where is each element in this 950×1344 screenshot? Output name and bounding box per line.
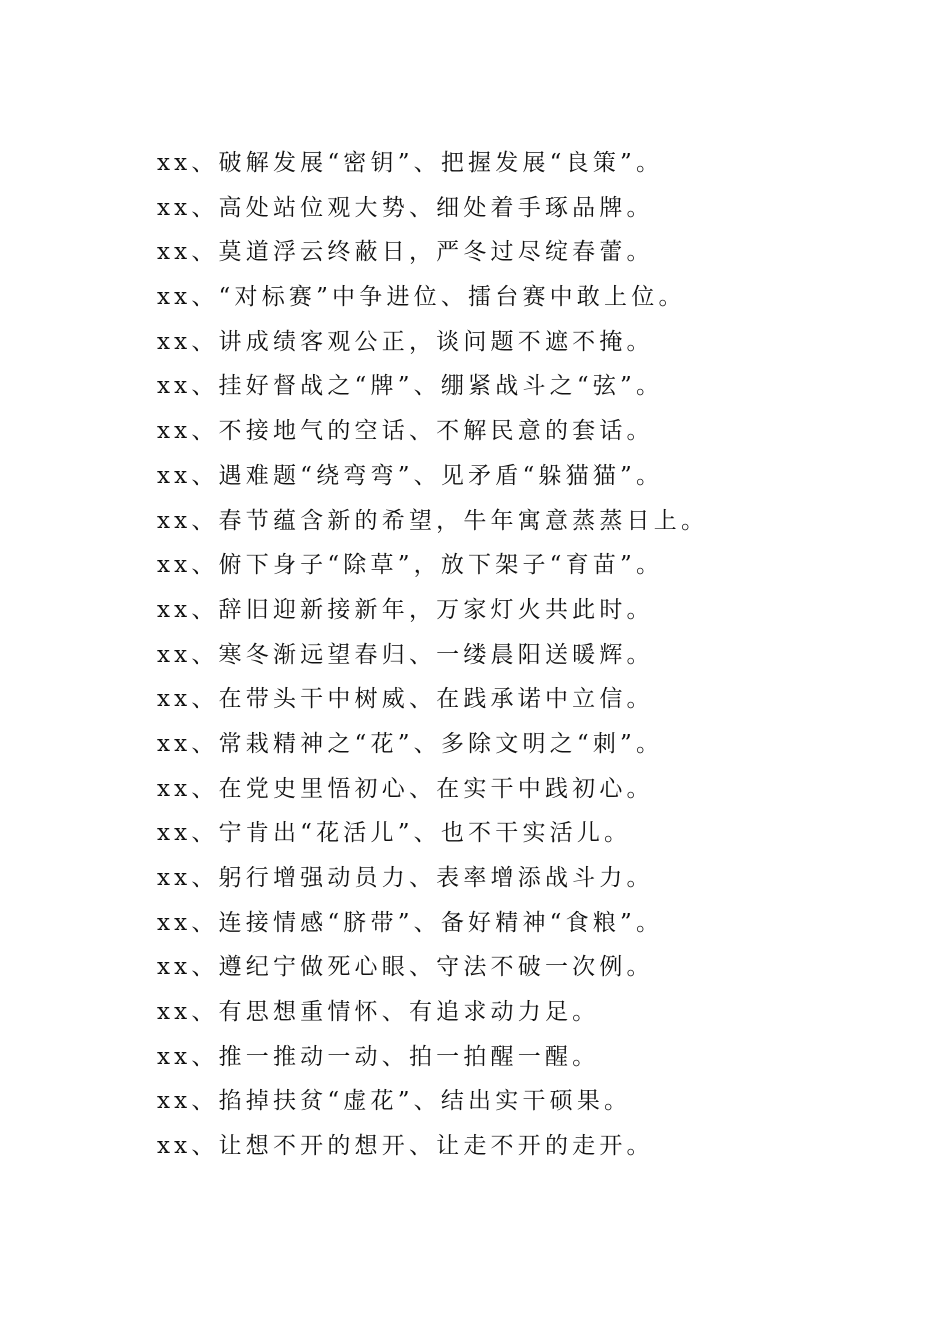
list-item: xx、春节蕴含新的希望，牛年寓意蒸蒸日上。 xyxy=(157,507,709,534)
list-item: xx、常栽精神之“花”、多除文明之“刺”。 xyxy=(157,730,664,757)
list-item: xx、讲成绩客观公正，谈问题不遮不掩。 xyxy=(157,328,654,355)
list-item: xx、宁肯出“花活儿”、也不干实活儿。 xyxy=(157,820,632,847)
list-item: xx、破解发展“密钥”、把握发展“良策”。 xyxy=(157,150,664,176)
list-item: xx、掐掉扶贫“虚花”、结出实干硕果。 xyxy=(157,1088,632,1115)
list-item: xx、辞旧迎新接新年，万家灯火共此时。 xyxy=(157,596,654,623)
list-item: xx、在带头干中树威、在践承诺中立信。 xyxy=(157,686,654,713)
list-item: xx、挂好督战之“牌”、绷紧战斗之“弦”。 xyxy=(157,373,664,400)
list-item: xx、在党史里悟初心、在实干中践初心。 xyxy=(157,775,654,802)
list-item: xx、有思想重情怀、有追求动力足。 xyxy=(157,999,600,1026)
list-item: xx、让想不开的想开、让走不开的走开。 xyxy=(157,1133,654,1160)
list-item: xx、推一推动一动、拍一拍醒一醒。 xyxy=(157,1043,600,1070)
list-item: xx、不接地气的空话、不解民意的套话。 xyxy=(157,418,654,445)
list-item: xx、高处站位观大势、细处着手琢品牌。 xyxy=(157,194,654,221)
list-item: xx、躬行增强动员力、表率增添战斗力。 xyxy=(157,865,654,891)
list-item: xx、寒冬渐远望春归、一缕晨阳送暖辉。 xyxy=(157,641,654,668)
list-item: xx、俯下身子“除草”，放下架子“育苗”。 xyxy=(157,552,664,579)
list-item: xx、遇难题“绕弯弯”、见矛盾“躲猫猫”。 xyxy=(157,462,664,489)
slogan-list xyxy=(157,141,708,1169)
list-item: xx、“对标赛”中争进位、擂台赛中敢上位。 xyxy=(157,284,686,311)
list-item: xx、连接情感“脐带”、备好精神“食粮”。 xyxy=(157,909,664,936)
list-item: xx、莫道浮云终蔽日，严冬过尽绽春蕾。 xyxy=(157,239,654,266)
list-item: xx、遵纪宁做死心眼、守法不破一次例。 xyxy=(157,954,654,981)
